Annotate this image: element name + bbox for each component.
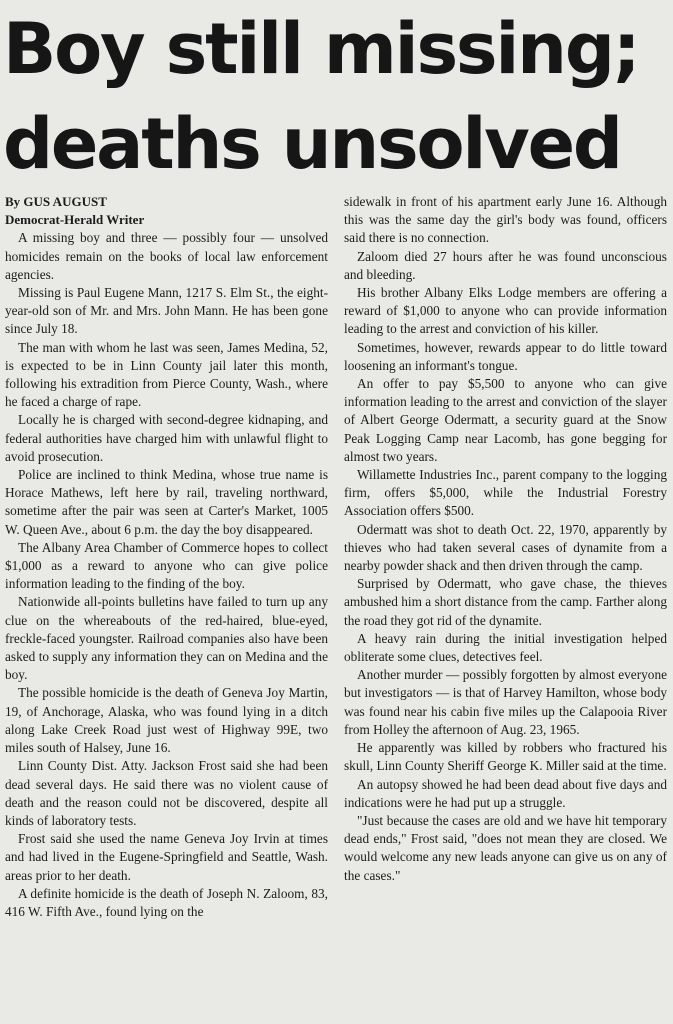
article-paragraph: A definite homicide is the death of Joseph N. Zaloom, 83, 416 W. Fifth Ave., found lying on the bbox=[5, 885, 328, 919]
article-paragraph: Odermatt was shot to death Oct. 22, 1970, apparently by thieves who had taken several cases of dynamite from a nearby powder shack and then driven through the camp. bbox=[344, 521, 667, 574]
article-paragraph: Linn County Dist. Atty. Jackson Frost said she had been dead several days. He said there was no violent cause of death and the reason could not be discovered, despite all kinds of laboratory tests. bbox=[5, 758, 328, 828]
article-paragraph: Willamette Industries Inc., parent company to the logging firm, offers $5,000, while the Industrial Forestry Association offers $500. bbox=[344, 467, 667, 519]
headline bbox=[3, 2, 643, 192]
article-paragraph: He apparently was killed by robbers who fractured his skull, Linn County Sheriff George K. Miller said at the time. bbox=[344, 740, 667, 774]
article-paragraph: An offer to pay $5,500 to anyone who can give information leading to the arrest and conviction of the slayer of Albert George Odermatt, a security guard at the Snow Peak Logging Camp near Lacomb, has gone begging for almost two years. bbox=[344, 376, 667, 464]
article-paragraph: An autopsy showed he had been dead about five days and indications were he had put up a struggle. bbox=[344, 776, 667, 810]
article-paragraph: The Albany Area Chamber of Commerce hopes to collect $1,000 as a reward to anyone who can give police information leading to the finding of the boy. bbox=[5, 539, 328, 592]
article-paragraph: Locally he is charged with second-degree kidnaping, and federal authorities have charged him with unlawful flight to avoid prosecution. bbox=[5, 412, 328, 464]
article-paragraph: Sometimes, however, rewards appear to do little toward loosening an informant's tongue. bbox=[344, 339, 667, 373]
article-paragraph: Surprised by Odermatt, who gave chase, the thieves ambushed him a short distance from the camp. Farther along the road they got rid of the dynamite. bbox=[344, 576, 667, 628]
article-paragraph: A missing boy and three — possibly four — unsolved homicides remain on the books of local law enforcement agencies. bbox=[5, 230, 328, 282]
article-column-2 bbox=[344, 193, 667, 1021]
article-paragraph: Nationwide all-points bulletins have failed to turn up any clue on the whereabouts of the red-haired, blue-eyed, freckle-faced youngster. Railroad companies also have been asked to supply any information they can on Medina and the boy. bbox=[5, 594, 328, 683]
article-paragraph: His brother Albany Elks Lodge members are offering a reward of $1,000 to anyone who can provide information leading to the arrest and conviction of his killer. bbox=[344, 285, 667, 337]
article-body bbox=[5, 193, 667, 1021]
headline-line-1: Boy still missing; bbox=[3, 8, 639, 90]
article-column-1 bbox=[5, 193, 328, 1021]
article-paragraph: The man with whom he last was seen, James Medina, 52, is expected to be in Linn County jail later this month, following his extradition from Pierce County, Wash., where he faced a charge of rape. bbox=[5, 339, 328, 410]
article-paragraph: "Just because the cases are old and we have hit temporary dead ends," Frost said, "does not mean they are closed. We would welcome any new leads anyone can give us on any of the cases." bbox=[344, 812, 667, 883]
article-paragraph: The possible homicide is the death of Geneva Joy Martin, 19, of Anchorage, Alaska, who was found lying in a ditch along Lake Creek Road just west of Highway 99E, two miles south of Halsey, June 16. bbox=[5, 685, 328, 756]
writer-credit: Democrat-Herald Writer bbox=[5, 212, 145, 228]
article-paragraph: Another murder — possibly forgotten by almost everyone but investigators — is that of Harvey Hamilton, whose body was found near his cabin five miles up the Calapooia River from Holley the afternoon of Aug. 23, 1965. bbox=[344, 667, 667, 737]
article-paragraph: A heavy rain during the initial investigation helped obliterate some clues, detectives feel. bbox=[344, 630, 667, 665]
article-paragraph: Police are inclined to think Medina, whose true name is Horace Mathews, left here by rail, traveling northward, sometime after the pair was seen at Carter's Market, 1005 W. Queen Ave., about 6 p.m. the day the boy disappeared. bbox=[5, 467, 328, 537]
article-paragraph: Zaloom died 27 hours after he was found unconscious and bleeding. bbox=[344, 248, 667, 282]
headline-line-2: deaths unsolved bbox=[3, 103, 621, 185]
article-paragraph: sidewalk in front of his apartment early June 16. Although this was the same day the girl's body was found, officers said there is no connection. bbox=[344, 194, 667, 246]
article-paragraph: Frost said she used the name Geneva Joy Irvin at times and had lived in the Eugene-Springfield and Seattle, Wash. areas prior to her death. bbox=[5, 831, 328, 883]
byline: By GUS AUGUST bbox=[5, 194, 107, 209]
article-paragraph: Missing is Paul Eugene Mann, 1217 S. Elm St., the eight-year-old son of Mr. and Mrs. John Mann. He has been gone since July 18. bbox=[5, 285, 328, 337]
